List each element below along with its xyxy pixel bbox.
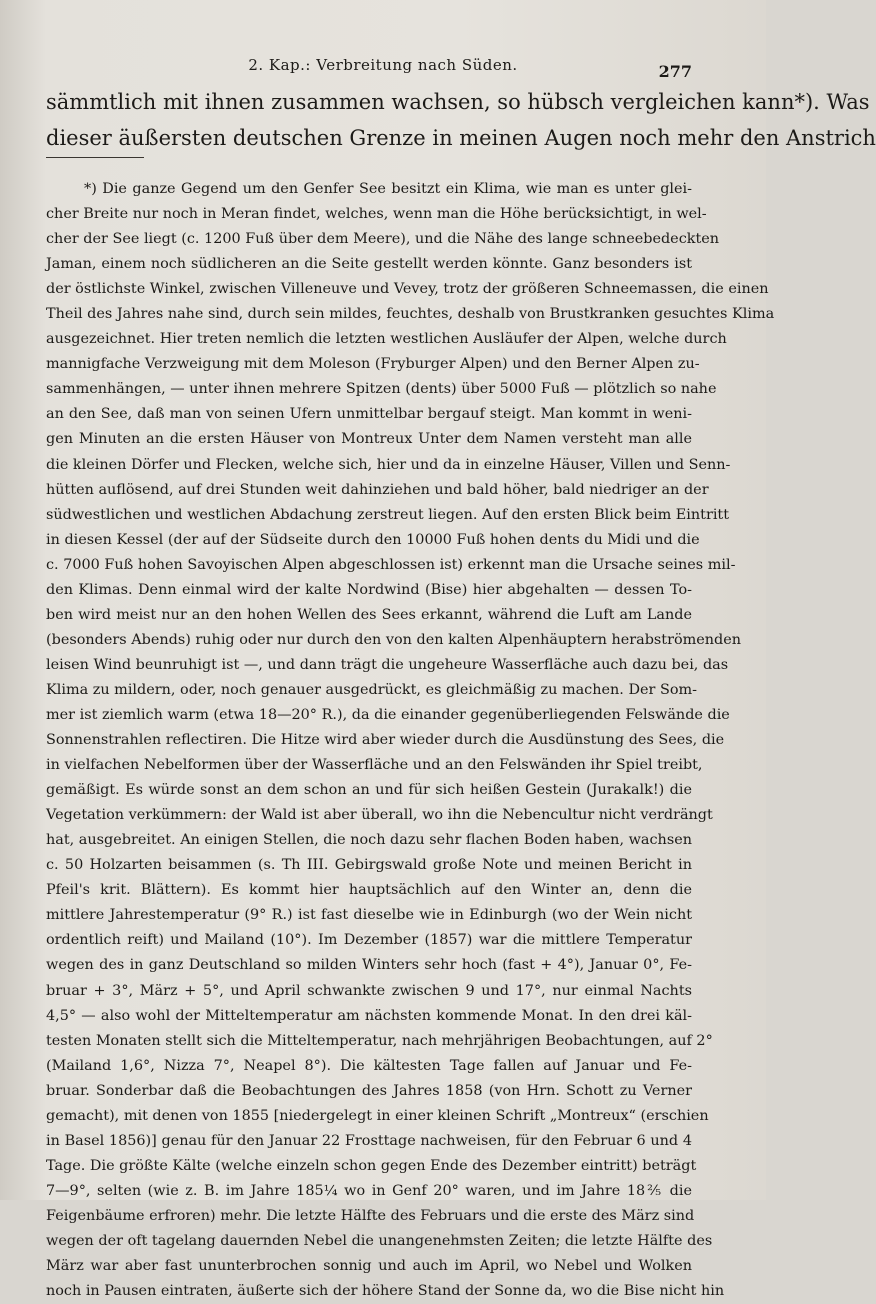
footnote-line: (Mailand 1,6°, Nizza 7°, Neapel 8°). Die kältesten Tage fallen auf Januar und Fe-	[46, 1057, 692, 1074]
footnote-line: sammenhängen, — unter ihnen mehrere Spitzen (dents) über 5000 Fuß — plötzlich so nahe	[46, 381, 717, 398]
footnote-line: ben wird meist nur an den hohen Wellen des Sees erkannt, während die Luft am Lande	[46, 606, 692, 623]
footnote-line: bruar. Sonderbar daß die Beobachtungen des Jahres 1858 (von Hrn. Schott zu Verner	[46, 1082, 692, 1099]
footnote-line: Theil des Jahres nahe sind, durch sein mildes, feuchtes, deshalb von Brustkranken gesuchtes Klima	[46, 306, 775, 323]
footnote-line: März war aber fast ununterbrochen sonnig und auch im April, wo Nebel und Wolken	[46, 1258, 692, 1275]
footnote-line: ordentlich reift) und Mailand (10°). Im Dezember (1857) war die mittlere Temperatur	[46, 932, 692, 949]
footnote-line: (besonders Abends) ruhig oder nur durch den von den kalten Alpenhäuptern herabströmenden	[46, 631, 742, 648]
footnote-line: Tage. Die größte Kälte (welche einzeln schon gegen Ende des Dezember eintritt) beträgt	[46, 1157, 697, 1174]
footnote-line: an den See, daß man von seinen Ufern unmittelbar bergauf steigt. Man kommt in weni-	[46, 406, 692, 423]
footnote-line: cher Breite nur noch in Meran findet, welches, wenn man die Höhe berücksichtigt, in wel-	[46, 206, 707, 223]
footnote-line: gemäßigt. Es würde sonst an dem schon an und für sich heißen Gestein (Jurakalk!) die	[46, 782, 692, 799]
footnote-line: in diesen Kessel (der auf der Südseite durch den 10000 Fuß hohen dents du Midi und die	[46, 531, 700, 548]
footnote-line: wegen des in ganz Deutschland so milden Winters sehr hoch (fast + 4°), Januar 0°, Fe-	[46, 957, 692, 974]
footnote-line: der östlichste Winkel, zwischen Villeneuve und Vevey, trotz der größeren Schneemassen, die einen	[46, 281, 769, 298]
footnote-line: wegen der oft tagelang dauernden Nebel die unangenehmsten Zeiten; die letzte Hälfte des	[46, 1232, 713, 1249]
footnote-line: Jaman, einem noch südlicheren an die Seite gestellt werden könnte. Ganz besonders ist	[46, 256, 692, 273]
footnote-line: c. 50 Holzarten beisammen (s. Th III. Gebirgswald große Note und meinen Bericht in	[46, 857, 692, 874]
footnote-line: mannigfache Verzweigung mit dem Moleson (Fryburger Alpen) und den Berner Alpen zu-	[46, 356, 700, 373]
footnote-line: Sonnenstrahlen reflectiren. Die Hitze wird aber wieder durch die Ausdünstung des Sees, die	[46, 732, 725, 749]
footnote-line: hat, ausgebreitet. An einigen Stellen, die noch dazu sehr flachen Boden haben, wachsen	[46, 832, 692, 849]
footnote-line: in Basel 1856)] genau für den Januar 22 Frosttage nachweisen, für den Februar 6 und 4	[46, 1132, 692, 1149]
footnote-separator-rule	[46, 157, 144, 158]
footnote-line: südwestlichen und westlichen Abdachung zerstreut liegen. Auf den ersten Blick beim Eintritt	[46, 506, 730, 523]
footnote-line: die kleinen Dörfer und Flecken, welche sich, hier und da in einzelne Häuser, Villen und Senn-	[46, 456, 731, 473]
footnote-line: mer ist ziemlich warm (etwa 18—20° R.), da die einander gegenüberliegenden Felswände die	[46, 706, 730, 723]
footnote-line: den Klimas. Denn einmal wird der kalte Nordwind (Bise) hier abgehalten — dessen To-	[46, 581, 692, 598]
footnote-line: noch in Pausen eintraten, äußerte sich der höhere Stand der Sonne da, wo die Bise nicht hin	[46, 1283, 725, 1300]
footnote-line: Pfeil's krit. Blättern). Es kommt hier hauptsächlich auf den Winter an, denn die	[46, 882, 692, 899]
footnote-line: Feigenbäume erfroren) mehr. Die letzte Hälfte des Februars und die erste des März sind	[46, 1207, 695, 1224]
footnote-line: 7—9°, selten (wie z. B. im Jahre 185¼ wo in Genf 20° waren, und im Jahre 18⅖ die	[46, 1182, 692, 1199]
footnote-line: 4,5° — also wohl der Mitteltemperatur am nächsten kommende Monat. In den drei käl-	[46, 1007, 692, 1024]
footnote-line: gemacht), mit denen von 1855 [niedergelegt in einer kleinen Schrift „Montreux“ (erschien	[46, 1107, 709, 1124]
page-number: 277	[658, 62, 692, 81]
footnote-line: Vegetation verkümmern: der Wald ist aber überall, wo ihn die Nebencultur nicht verdrängt	[46, 807, 713, 824]
running-head: 2. Kap.: Verbreitung nach Süden.	[248, 56, 518, 74]
footnote-line: gen Minuten an die ersten Häuser von Montreux Unter dem Namen versteht man alle	[46, 431, 692, 448]
footnote-line: ausgezeichnet. Hier treten nemlich die letzten westlichen Ausläufer der Alpen, welche durch	[46, 331, 727, 348]
footnote-line: bruar + 3°, März + 5°, und April schwankte zwischen 9 und 17°, nur einmal Nachts	[46, 982, 692, 999]
footnote-line: leisen Wind beunruhigt ist —, und dann trägt die ungeheure Wasserfläche auch dazu bei, das	[46, 656, 729, 673]
footnote-line: cher der See liegt (c. 1200 Fuß über dem Meere), und die Nähe des lange schneebedeckten	[46, 231, 720, 248]
footnote-line: mittlere Jahrestemperatur (9° R.) ist fast dieselbe wie in Edinburgh (wo der Wein nicht	[46, 907, 692, 924]
footnote-line: c. 7000 Fuß hohen Savoyischen Alpen abgeschlossen ist) erkennt man die Ursache seines mil-	[46, 556, 736, 573]
body-text-line: dieser äußersten deutschen Grenze in meinen Augen noch mehr den Anstrich	[46, 126, 876, 150]
body-text-line: sämmtlich mit ihnen zusammen wachsen, so hübsch vergleichen kann*). Was	[46, 90, 870, 114]
footnote-line: hütten auflösend, auf drei Stunden weit dahinziehen und bald höher, bald niedriger an der	[46, 481, 709, 498]
footnote-line: Klima zu mildern, oder, noch genauer ausgedrückt, es gleichmäßig zu machen. Der Som-	[46, 681, 697, 698]
footnote-line: in vielfachen Nebelformen über der Wasserfläche und an den Felswänden ihr Spiel treibt,	[46, 757, 703, 774]
footnote	[46, 177, 775, 1304]
footnote-line: testen Monaten stellt sich die Mitteltemperatur, nach mehrjährigen Beobachtungen, auf 2°	[46, 1032, 713, 1049]
footnote-line: *) Die ganze Gegend um den Genfer See besitzt ein Klima, wie man es unter glei-	[84, 181, 692, 197]
